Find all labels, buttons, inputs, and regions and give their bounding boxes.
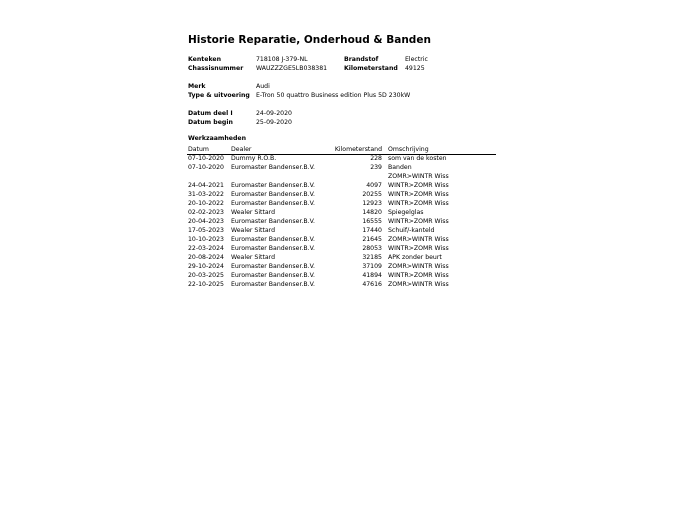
row-date: 29-10-2024 — [188, 263, 224, 270]
column-header-kilometerstand: Kilometerstand — [334, 146, 382, 153]
row-km: 20255 — [362, 191, 382, 198]
werkzaamheden-heading: Werkzaamheden — [188, 135, 246, 142]
datum-begin-value: 25-09-2020 — [256, 119, 292, 126]
row-description: WINTR>ZOMR Wiss — [388, 245, 449, 252]
table-row — [0, 227, 685, 236]
table-row — [0, 155, 685, 164]
table-row — [0, 209, 685, 218]
table-row — [0, 263, 685, 272]
kenteken-label: Kenteken — [188, 56, 221, 63]
row-dealer: Euromaster Bandenser.B.V. — [231, 191, 316, 198]
table-row — [0, 218, 685, 227]
table-row — [0, 182, 685, 191]
row-dealer: Wealer Sittard — [231, 209, 276, 216]
row-description: som van de kosten — [388, 155, 447, 162]
brandstof-label: Brandstof — [344, 56, 379, 63]
table-row — [0, 236, 685, 245]
row-date: 20-10-2022 — [188, 200, 224, 207]
row-description: APK zonder beurt — [388, 254, 442, 261]
row-km: 239 — [370, 164, 382, 171]
row-km: 17440 — [362, 227, 382, 234]
row-dealer: Wealer Sittard — [231, 227, 276, 234]
merk-label: Merk — [188, 83, 206, 90]
row-dealer: Euromaster Bandenser.B.V. — [231, 164, 316, 171]
row-dealer: Euromaster Bandenser.B.V. — [231, 281, 316, 288]
chassis-value: WAUZZZGE5LB038381 — [256, 65, 328, 72]
kenteken-value: 718108 J-379-NL — [256, 56, 308, 63]
table-row — [0, 254, 685, 263]
row-date: 20-08-2024 — [188, 254, 224, 261]
row-km: 12923 — [362, 200, 382, 207]
kilometerstand-value: 49125 — [405, 65, 425, 72]
merk-value: Audi — [256, 83, 270, 90]
column-header-dealer: Dealer — [231, 146, 252, 153]
row-dealer: Euromaster Bandenser.B.V. — [231, 272, 316, 279]
row-date: 07-10-2020 — [188, 164, 224, 171]
row-description: WINTR>ZOMR Wiss — [388, 272, 449, 279]
row-description: WINTR>ZOMR Wiss — [388, 218, 449, 225]
row-dealer: Euromaster Bandenser.B.V. — [231, 236, 316, 243]
row-description: WINTR>ZOMR Wiss — [388, 191, 449, 198]
table-row — [0, 281, 685, 290]
column-header-omschrijving: Omschrijving — [388, 146, 429, 153]
table-row — [0, 272, 685, 281]
row-date: 22-10-2025 — [188, 281, 224, 288]
table-row — [0, 164, 685, 173]
row-km: 37109 — [362, 263, 382, 270]
row-date: 07-10-2020 — [188, 155, 224, 162]
row-description: WINTR>ZOMR Wiss — [388, 200, 449, 207]
row-description: Schuif/-kanteld — [388, 227, 435, 234]
brandstof-value: Electric — [405, 56, 428, 63]
type-label: Type & uitvoering — [188, 92, 250, 99]
row-dealer: Euromaster Bandenser.B.V. — [231, 218, 316, 225]
row-description: WINTR>ZOMR Wiss — [388, 182, 449, 189]
row-dealer: Wealer Sittard — [231, 254, 276, 261]
row-description: ZOMR>WINTR Wiss — [388, 263, 449, 270]
row-km: 228 — [370, 155, 382, 162]
row-km: 21645 — [362, 236, 382, 243]
row-dealer: Dummy R.O.B. — [231, 155, 277, 162]
column-header-datum: Datum — [188, 146, 209, 153]
table-row — [0, 200, 685, 209]
chassis-label: Chassisnummer — [188, 65, 244, 72]
row-km: 16555 — [362, 218, 382, 225]
table-row — [0, 191, 685, 200]
row-date: 20-04-2023 — [188, 218, 224, 225]
row-km: 4097 — [366, 182, 382, 189]
row-description: Banden — [388, 164, 412, 171]
row-date: 22-03-2024 — [188, 245, 224, 252]
row-dealer: Euromaster Bandenser.B.V. — [231, 263, 316, 270]
row-km: 41894 — [362, 272, 382, 279]
datum-deel-value: 24-09-2020 — [256, 110, 292, 117]
row-date: 20-03-2025 — [188, 272, 224, 279]
datum-deel-label: Datum deel I — [188, 110, 233, 117]
row-description: ZOMR>WINTR Wiss — [388, 236, 449, 243]
row-date: 31-03-2022 — [188, 191, 224, 198]
row-description: ZOMR>WINTR Wiss — [388, 281, 449, 288]
row-km: 32185 — [362, 254, 382, 261]
row-km: 28053 — [362, 245, 382, 252]
row-date: 10-10-2023 — [188, 236, 224, 243]
row-date: 24-04-2021 — [188, 182, 224, 189]
row-dealer: Euromaster Bandenser.B.V. — [231, 245, 316, 252]
page-title: Historie Reparatie, Onderhoud & Banden — [188, 34, 431, 46]
table-row — [0, 245, 685, 254]
type-value: E-Tron 50 quattro Business edition Plus 5D 230kW — [256, 92, 411, 99]
row-km: 14820 — [362, 209, 382, 216]
row-description: Spiegelglas — [388, 209, 424, 216]
row-km: 47616 — [362, 281, 382, 288]
row-description: ZOMR>WINTR Wiss — [388, 173, 449, 180]
row-date: 17-05-2023 — [188, 227, 224, 234]
row-date: 02-02-2023 — [188, 209, 224, 216]
kilometerstand-label: Kilometerstand — [344, 65, 398, 72]
row-dealer: Euromaster Bandenser.B.V. — [231, 200, 316, 207]
datum-begin-label: Datum begin — [188, 119, 233, 126]
row-dealer: Euromaster Bandenser.B.V. — [231, 182, 316, 189]
table-row — [0, 173, 685, 182]
